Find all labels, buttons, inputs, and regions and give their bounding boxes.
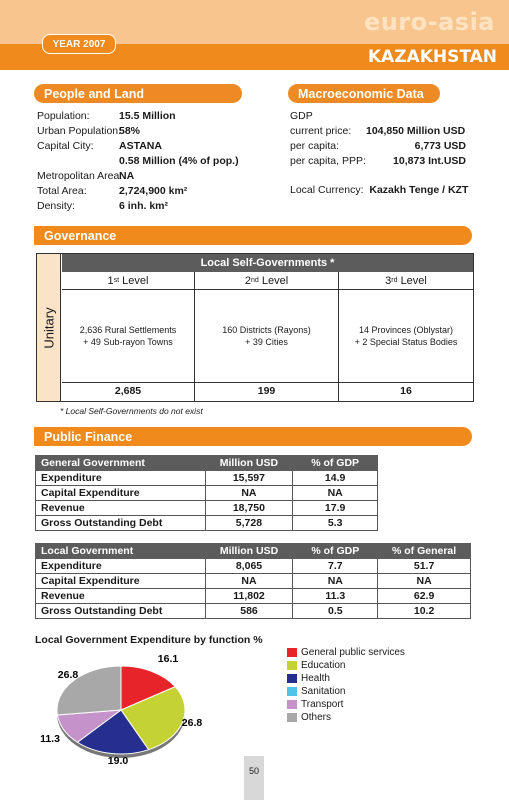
table-cell: 5.3 — [293, 516, 378, 531]
macro-row-label: per capita, PPP: — [290, 155, 366, 167]
table-cell: 14.9 — [293, 471, 378, 486]
table-cell: Revenue — [36, 501, 206, 516]
macro-row-value: 104,850 Million USD — [366, 125, 466, 137]
macro-row — [290, 154, 466, 169]
table-row — [36, 559, 471, 574]
level-sup: nd — [250, 277, 259, 284]
legend-swatch — [287, 713, 297, 722]
table-cell: 62.9 — [378, 589, 471, 604]
level-total: 16 — [400, 385, 412, 397]
table-header-cell: General Government — [36, 456, 206, 471]
legend-item — [287, 659, 405, 672]
table-cell: Expenditure — [36, 471, 206, 486]
page-number-tab — [244, 756, 264, 800]
level-num: 3 — [385, 274, 392, 287]
people-row — [37, 169, 239, 184]
people-section-title: People and Land — [34, 84, 242, 103]
people-row-value: 58% — [119, 125, 141, 137]
table-cell: Capital Expenditure — [36, 574, 206, 589]
table-cell: 8,065 — [205, 559, 293, 574]
table-cell: Gross Outstanding Debt — [36, 604, 206, 619]
country-title: KAZAKHSTAN — [367, 47, 497, 67]
legend-label: Others — [301, 712, 332, 723]
currency-row — [290, 183, 468, 198]
pie-slice-label: 11.3 — [40, 733, 60, 745]
table-cell: NA — [378, 574, 471, 589]
people-row — [37, 139, 239, 154]
people-row-value: 2,724,900 km² — [119, 185, 188, 197]
local-gov-table — [35, 543, 471, 619]
governance-box — [36, 253, 474, 402]
table-cell: 11.3 — [293, 589, 378, 604]
legend-swatch — [287, 687, 297, 696]
governance-section-title: Governance — [34, 226, 472, 245]
people-row — [37, 154, 239, 169]
currency-label: Local Currency: — [290, 184, 364, 196]
legend-item — [287, 685, 405, 698]
table-row — [36, 501, 378, 516]
table-row — [36, 589, 471, 604]
self-gov-header: Local Self-Governments * — [62, 254, 473, 272]
table-header-cell: Million USD — [205, 544, 293, 559]
pie-slice-label: 26.8 — [181, 717, 203, 729]
level-column — [339, 272, 473, 401]
chart-legend — [287, 646, 405, 724]
table-row — [36, 516, 378, 531]
table-cell: Revenue — [36, 589, 206, 604]
chart-title: Local Government Expenditure by function % — [35, 634, 263, 646]
level-description — [195, 290, 338, 383]
legend-swatch — [287, 661, 297, 670]
level-desc-line2: + 2 Special Status Bodies — [354, 337, 458, 347]
table-row — [36, 604, 471, 619]
level-desc-line2: + 49 Sub-rayon Towns — [83, 337, 173, 347]
table-header-row — [36, 544, 471, 559]
macro-row — [290, 124, 466, 139]
table-header-cell: Local Government — [36, 544, 206, 559]
people-row-label: Population: — [37, 110, 90, 122]
level-word: Level — [400, 274, 427, 287]
level-column — [62, 272, 195, 401]
table-row — [36, 486, 378, 501]
legend-label: Transport — [301, 699, 344, 710]
legend-label: General public services — [301, 647, 405, 658]
people-row-value: ASTANA — [119, 140, 162, 152]
level-desc-line1: 160 Districts (Rayons) — [222, 325, 311, 335]
macro-row-value: 6,773 USD — [414, 140, 466, 152]
gdp-label: GDP — [290, 110, 313, 122]
table-cell: 17.9 — [293, 501, 378, 516]
level-header — [339, 272, 473, 290]
general-gov-table — [35, 455, 378, 531]
table-header-cell: % of GDP — [293, 456, 378, 471]
level-num: 1 — [107, 274, 114, 287]
level-total: 2,685 — [114, 385, 142, 397]
level-word: Level — [122, 274, 149, 287]
level-desc-line1: 14 Provinces (Oblystar) — [358, 325, 454, 335]
table-cell: NA — [205, 574, 293, 589]
table-header-cell: % of GDP — [293, 544, 378, 559]
level-sup: st — [113, 277, 120, 284]
legend-label: Health — [301, 673, 330, 684]
table-cell: Gross Outstanding Debt — [36, 516, 206, 531]
legend-item — [287, 672, 405, 685]
level-column — [195, 272, 339, 401]
people-row-label: Density: — [37, 200, 75, 212]
legend-swatch — [287, 674, 297, 683]
table-header-row — [36, 456, 378, 471]
table-cell: 11,802 — [205, 589, 293, 604]
finance-section-title: Public Finance — [34, 427, 472, 446]
level-description — [62, 290, 194, 383]
level-sup: rd — [391, 277, 398, 284]
people-row — [37, 109, 239, 124]
table-cell: 5,728 — [205, 516, 293, 531]
macro-row-label: per capita: — [290, 140, 340, 152]
people-row — [37, 199, 239, 214]
page-number: 50 — [248, 766, 259, 776]
table-header-cell: Million USD — [205, 456, 293, 471]
legend-item — [287, 646, 405, 659]
legend-item — [287, 698, 405, 711]
table-cell: 15,597 — [205, 471, 293, 486]
legend-swatch — [287, 700, 297, 709]
table-cell: 586 — [205, 604, 293, 619]
macro-section-title: Macroeconomic Data — [288, 84, 440, 103]
table-cell: Capital Expenditure — [36, 486, 206, 501]
legend-item — [287, 711, 405, 724]
people-row-value: NA — [119, 170, 135, 182]
people-list — [37, 109, 239, 214]
people-row-label: Total Area: — [37, 185, 87, 197]
level-num: 2 — [244, 274, 251, 287]
level-word: Level — [261, 274, 289, 287]
legend-swatch — [287, 648, 297, 657]
pie-slice-label: 19.0 — [107, 755, 129, 767]
people-row — [37, 184, 239, 199]
table-cell: NA — [293, 486, 378, 501]
people-row-value: 6 inh. km² — [119, 200, 169, 212]
table-cell: Expenditure — [36, 559, 206, 574]
brand-title: euro-asia — [363, 8, 495, 36]
table-cell: NA — [293, 574, 378, 589]
table-cell: 7.7 — [293, 559, 378, 574]
pie-slice-label: 26.8 — [57, 669, 79, 681]
macro-row — [290, 139, 466, 154]
table-row — [36, 574, 471, 589]
table-cell: 10.2 — [378, 604, 471, 619]
people-row-label: Capital City: — [37, 140, 94, 152]
people-row-label: Metropolitan Area: — [37, 170, 123, 182]
level-description — [339, 290, 473, 383]
legend-label: Sanitation — [301, 686, 346, 697]
governance-footnote: * Local Self-Governments do not exist — [60, 406, 203, 416]
pie-chart — [30, 650, 230, 770]
table-cell: NA — [205, 486, 293, 501]
pie-slice-label: 16.1 — [157, 653, 179, 665]
table-header-cell: % of General — [378, 544, 471, 559]
level-desc-line1: 2,636 Rural Settlements — [79, 325, 177, 335]
people-row-value: 0.58 Million (4% of pop.) — [119, 155, 239, 167]
table-row — [36, 471, 378, 486]
people-row-label: Urban Population: — [37, 125, 122, 137]
table-cell: 18,750 — [205, 501, 293, 516]
people-row-label — [37, 154, 119, 169]
macro-list — [290, 124, 466, 169]
level-header — [195, 272, 338, 290]
macro-row-value: 10,873 Int.USD — [393, 155, 466, 167]
table-cell: 51.7 — [378, 559, 471, 574]
unitary-side — [37, 254, 61, 401]
people-row-value: 15.5 Million — [119, 110, 176, 122]
level-total: 199 — [257, 385, 276, 397]
level-header — [62, 272, 194, 290]
unitary-label: Unitary — [41, 306, 56, 349]
people-row — [37, 124, 239, 139]
legend-label: Education — [301, 660, 346, 671]
currency-value: Kazakh Tenge / KZT — [369, 184, 469, 196]
year-badge: YEAR 2007 — [42, 34, 116, 54]
level-desc-line2: + 39 Cities — [245, 337, 288, 347]
table-cell: 0.5 — [293, 604, 378, 619]
macro-row-label: current price: — [290, 125, 352, 137]
